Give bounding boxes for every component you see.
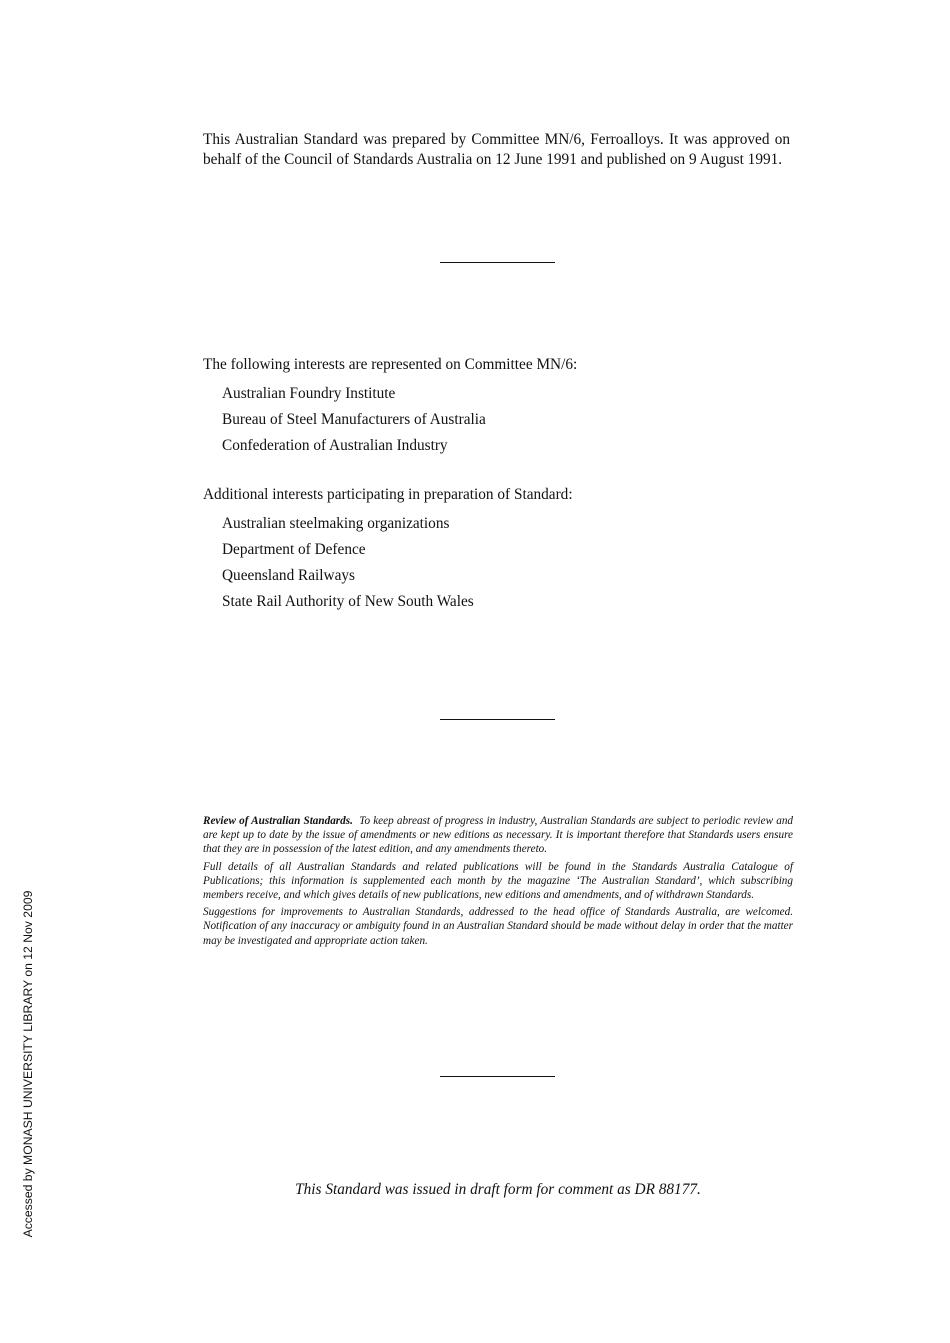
section-divider <box>440 719 555 720</box>
list-item: Australian Foundry Institute <box>222 385 396 402</box>
draft-note: This Standard was issued in draft form for comment as DR 88177. <box>295 1181 701 1198</box>
section-divider <box>440 262 555 263</box>
list-item: Bureau of Steel Manufacturers of Australia <box>222 411 486 428</box>
additional-list <box>203 511 803 615</box>
list-item: Queensland Railways <box>222 567 355 584</box>
suggestions-paragraph: Suggestions for improvements to Australian Standards, addressed to the head office of Standards Australia, are welcomed. Notification of any inaccuracy or ambiguity found in an Australian Standard should be made without delay in order that the matter may be investigated and appropriate action taken. <box>203 906 793 947</box>
review-text: To keep abreast of progress in industry, Australian Standards are subject to periodic review and are kept up to date by the issue of amendments or new editions as necessary. It is important therefore that Standards users ensure that they are in possession of the latest edition, and any amendments thereto. <box>203 815 794 856</box>
additional-interests <box>203 485 803 615</box>
committee-heading: The following interests are represented on Committee MN/6: <box>203 356 578 373</box>
list-item: Australian steelmaking organizations <box>222 515 450 532</box>
access-watermark: Accessed by MONASH UNIVERSITY LIBRARY on 12 Nov 2009 <box>21 890 35 1238</box>
section-divider <box>440 1076 555 1077</box>
list-item: Confederation of Australian Industry <box>222 437 448 454</box>
additional-heading: Additional interests participating in preparation of Standard: <box>203 486 573 503</box>
list-item: Department of Defence <box>222 541 366 558</box>
approval-statement: This Australian Standard was prepared by Committee MN/6, Ferroalloys. It was approved on behalf of the Council of Standards Australia on 12 June 1991 and published on 9 August 1991. <box>203 131 790 168</box>
review-lead: Review of Australian Standards. <box>203 815 353 827</box>
review-notice <box>203 814 793 951</box>
committee-list <box>203 381 803 459</box>
committee-interests <box>203 355 803 459</box>
catalogue-paragraph: Full details of all Australian Standards and related publications will be found in the Standards Australia Catalogue of Publications; this information is supplemented each month by the magazine ‘The Australian Standard’, which subscribing members receive, and which gives details of new publications, new editions and amendments, and of withdrawn Standards. <box>203 860 793 902</box>
list-item: State Rail Authority of New South Wales <box>222 593 474 610</box>
review-paragraph <box>203 814 793 857</box>
